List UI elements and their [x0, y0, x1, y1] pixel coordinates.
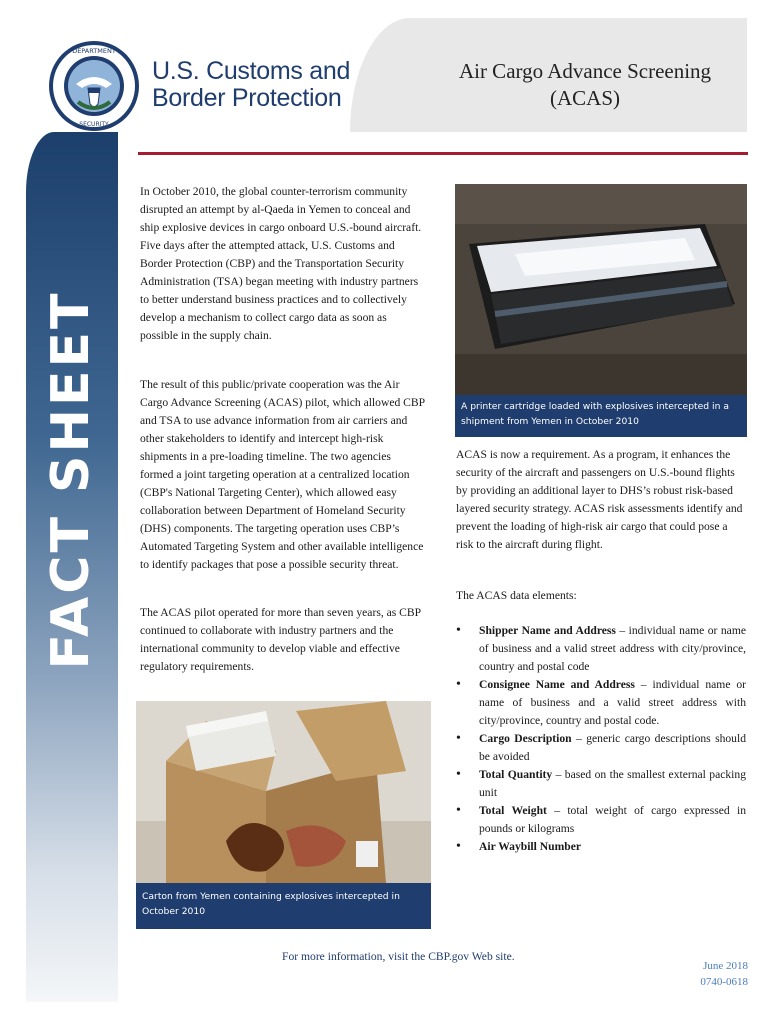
data-elements-list [456, 622, 746, 856]
list-item: • Total Weight – total weight of cargo expressed in pounds or kilograms [456, 802, 746, 838]
pilot-paragraph: The result of this public/private cooperation was the Air Cargo Advance Screening (ACAS) pilot, which allowed CBP and TSA to use advance information from air carriers and other stakeholders to identify and intercept high-risk shipments in a pre-loading timeline. The two agencies formed a joint targeting operation at a centralized location (CBP's National Targeting Center), which allowed easy collaboration between Department of Homeland Security (DHS) components. The targeting operation uses CBP’s Automated Targeting System and other available intelligence to identify packages that pose a possible security threat. [140, 378, 425, 571]
list-item: • Cargo Description – generic cargo descriptions should be avoided [456, 730, 746, 766]
list-item: • Consignee Name and Address – individual name or name of business and a valid street address with city/province, country and postal code. [456, 676, 746, 730]
photo-caption: Carton from Yemen containing explosives intercepted in October 2010 [136, 883, 431, 929]
carton-photo [136, 701, 431, 883]
dhs-seal-logo [48, 40, 140, 132]
agency-line-2: Border Protection [152, 84, 342, 112]
data-elements-intro: The ACAS data elements: [456, 589, 577, 602]
agency-name [152, 58, 350, 112]
title-line-1: Air Cargo Advance Screening [458, 59, 712, 83]
list-item: • Total Quantity – based on the smallest external packing unit [456, 766, 746, 802]
form-number: 0740-0618 [700, 976, 748, 988]
title-line-2: (ACAS) [549, 86, 620, 110]
intro-paragraph: In October 2010, the global counter-terrorism community disrupted an attempt by al-Qaeda in Yemen to conceal and ship explosive devices in cargo onboard U.S.-bound aircraft. Five days after the attempted attack, U.S. Customs and Border Protection (CBP) and the Transportation Security Administration (TSA) began meeting with industry partners to better understand business practices and to collectively develop a mechanism to collect cargo data as soon as possible in the supply chain. [140, 185, 422, 342]
list-item: • Air Waybill Number [456, 838, 746, 856]
document-title [430, 58, 740, 112]
regulation-paragraph: The ACAS pilot operated for more than seven years, as CBP continued to collaborate with industry partners and the international community to develop viable and effective regulatory requirements. [140, 606, 421, 673]
list-item: • Shipper Name and Address – individual name or name of business and a valid street address with city/province, country and postal code [456, 622, 746, 676]
more-info-link[interactable]: For more information, visit the CBP.gov Web site. [282, 950, 515, 963]
header-divider [138, 152, 748, 155]
svg-text:SECURITY: SECURITY [79, 121, 109, 128]
photo-caption: A printer cartridge loaded with explosives intercepted in a shipment from Yemen in October 2010 [455, 395, 747, 437]
fact-sheet-label: FACT SHEET [41, 290, 101, 670]
agency-line-1: U.S. Customs and [152, 57, 351, 85]
publication-date: June 2018 [703, 960, 748, 972]
requirement-paragraph: ACAS is now a requirement. As a program, it enhances the security of the aircraft and passengers on U.S.-bound flights by providing an additional layer to DHS’s robust risk-based layered security strategy. ACAS risk assessments identify and prevent the loading of high-risk air cargo that could pose a risk to the aircraft during flight. [456, 448, 743, 551]
publication-info [690, 958, 748, 990]
printer-cartridge-photo [455, 184, 747, 395]
svg-text:DEPARTMENT: DEPARTMENT [72, 47, 116, 55]
